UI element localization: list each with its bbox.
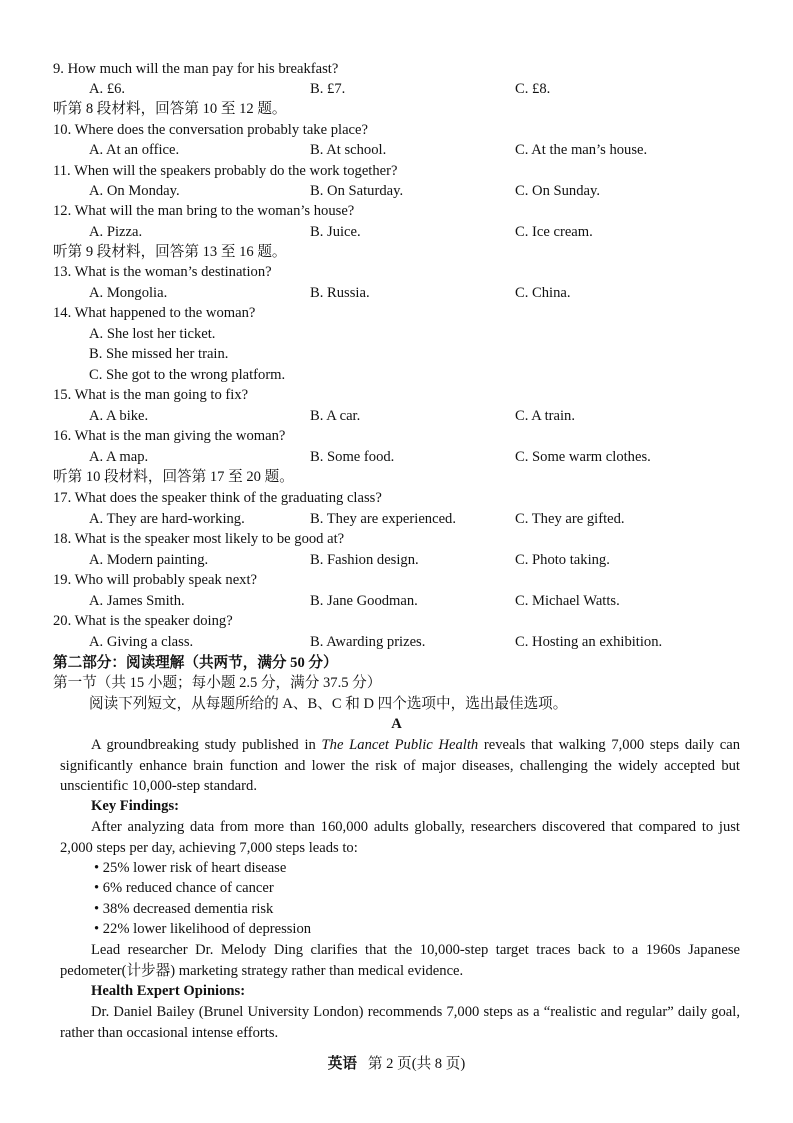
page-footer: [0, 1054, 793, 1074]
option-17c: C. They are gifted.: [515, 511, 625, 527]
bullet-depression: • 22% lower likelihood of depression: [94, 921, 312, 937]
option-10a: A. At an office.: [89, 142, 180, 158]
option-19a: A. James Smith.: [89, 593, 185, 609]
option-11b: B. On Saturday.: [310, 183, 404, 199]
question-17: 17. What does the speaker think of the graduating class?: [53, 490, 382, 506]
passage-intro: [60, 735, 740, 797]
option-20c: C. Hosting an exhibition.: [515, 634, 663, 650]
option-19c: C. Michael Watts.: [515, 593, 620, 609]
option-12b: B. Juice.: [310, 224, 361, 240]
option-9a: A. £6.: [89, 81, 126, 97]
option-11c: C. On Sunday.: [515, 183, 600, 199]
section-header-9: 听第 9 段材料，回答第 13 至 16 题。: [53, 244, 287, 260]
question-14: 14. What happened to the woman?: [53, 305, 256, 321]
findings-text: After analyzing data from more than 160,000 adults globally, researchers discovered that compared to just 2,000 steps per day, achieving 7,000 steps leads to:: [60, 819, 740, 856]
option-20a: A. Giving a class.: [89, 634, 194, 650]
option-10c: C. At the man’s house.: [515, 142, 648, 158]
passage-letter: A: [391, 716, 402, 732]
bullet-cancer: • 6% reduced chance of cancer: [94, 880, 274, 896]
section-header-10: 听第 10 段材料，回答第 17 至 20 题。: [53, 469, 294, 485]
question-9: 9. How much will the man pay for his breakfast?: [53, 61, 339, 77]
option-9b: B. £7.: [310, 81, 346, 97]
journal-name: The Lancet Public Health: [321, 737, 479, 753]
section-header-8: 听第 8 段材料，回答第 10 至 12 题。: [53, 101, 287, 117]
lead-researcher-text: Lead researcher Dr. Melody Ding clarifies that the 10,000-step target traces back to a 1960s Japanese pedometer(计步器) marketing strategy rather than medical evidence.: [60, 942, 740, 979]
option-14b: B. She missed her train.: [89, 346, 229, 362]
option-17a: A. They are hard-working.: [89, 511, 245, 527]
footer-page-number: 第 2 页(共 8 页): [367, 1056, 466, 1072]
option-16c: C. Some warm clothes.: [515, 449, 651, 465]
option-20b: B. Awarding prizes.: [310, 634, 426, 650]
option-9c: C. £8.: [515, 81, 551, 97]
option-14c: C. She got to the wrong platform.: [89, 367, 286, 383]
question-16: 16. What is the man giving the woman?: [53, 428, 286, 444]
option-18c: C. Photo taking.: [515, 552, 610, 568]
option-15a: A. A bike.: [89, 408, 149, 424]
option-16a: A. A map.: [89, 449, 149, 465]
intro-text-start: A groundbreaking study published in: [91, 737, 322, 753]
option-11a: A. On Monday.: [89, 183, 180, 199]
option-18a: A. Modern painting.: [89, 552, 209, 568]
option-14a: A. She lost her ticket.: [89, 326, 216, 342]
option-12a: A. Pizza.: [89, 224, 143, 240]
question-11: 11. When will the speakers probably do the work together?: [53, 163, 398, 179]
expert-opinions-heading: Health Expert Opinions:: [91, 983, 246, 999]
key-findings-heading: Key Findings:: [91, 798, 179, 814]
question-18: 18. What is the speaker most likely to be good at?: [53, 531, 345, 547]
reading-instruction: 阅读下列短文，从每题所给的 A、B、C 和 D 四个选项中，选出最佳选项。: [89, 696, 568, 712]
option-17b: B. They are experienced.: [310, 511, 457, 527]
question-20: 20. What is the speaker doing?: [53, 613, 233, 629]
part-two-title: 第二部分：阅读理解（共两节，满分 50 分）: [53, 655, 338, 671]
option-19b: B. Jane Goodman.: [310, 593, 418, 609]
bullet-heart: • 25% lower risk of heart disease: [94, 860, 287, 876]
question-15: 15. What is the man going to fix?: [53, 387, 249, 403]
option-12c: C. Ice cream.: [515, 224, 593, 240]
option-10b: B. At school.: [310, 142, 387, 158]
option-15c: C. A train.: [515, 408, 575, 424]
question-19: 19. Who will probably speak next?: [53, 572, 257, 588]
bullet-dementia: • 38% decreased dementia risk: [94, 901, 274, 917]
question-10: 10. Where does the conversation probably take place?: [53, 122, 368, 138]
option-13c: C. China.: [515, 285, 571, 301]
option-13b: B. Russia.: [310, 285, 370, 301]
question-13: 13. What is the woman’s destination?: [53, 264, 272, 280]
footer-subject: 英语: [327, 1056, 357, 1072]
option-18b: B. Fashion design.: [310, 552, 419, 568]
option-16b: B. Some food.: [310, 449, 395, 465]
section-one-title: 第一节（共 15 小题；每小题 2.5 分，满分 37.5 分）: [53, 675, 382, 691]
expert-opinions-text: Dr. Daniel Bailey (Brunel University London) recommends 7,000 steps as a “realistic and regular” daily goal, rather than occasional intense efforts.: [60, 1004, 740, 1041]
question-12: 12. What will the man bring to the woman’s house?: [53, 203, 355, 219]
option-13a: A. Mongolia.: [89, 285, 168, 301]
intro-text-end: reveals that walking 7,000 steps daily can significantly enhance brain function and lower the risk of major diseases, challenging the widely accepted but unscientific 10,000-step standard.: [60, 737, 741, 794]
option-15b: B. A car.: [310, 408, 361, 424]
